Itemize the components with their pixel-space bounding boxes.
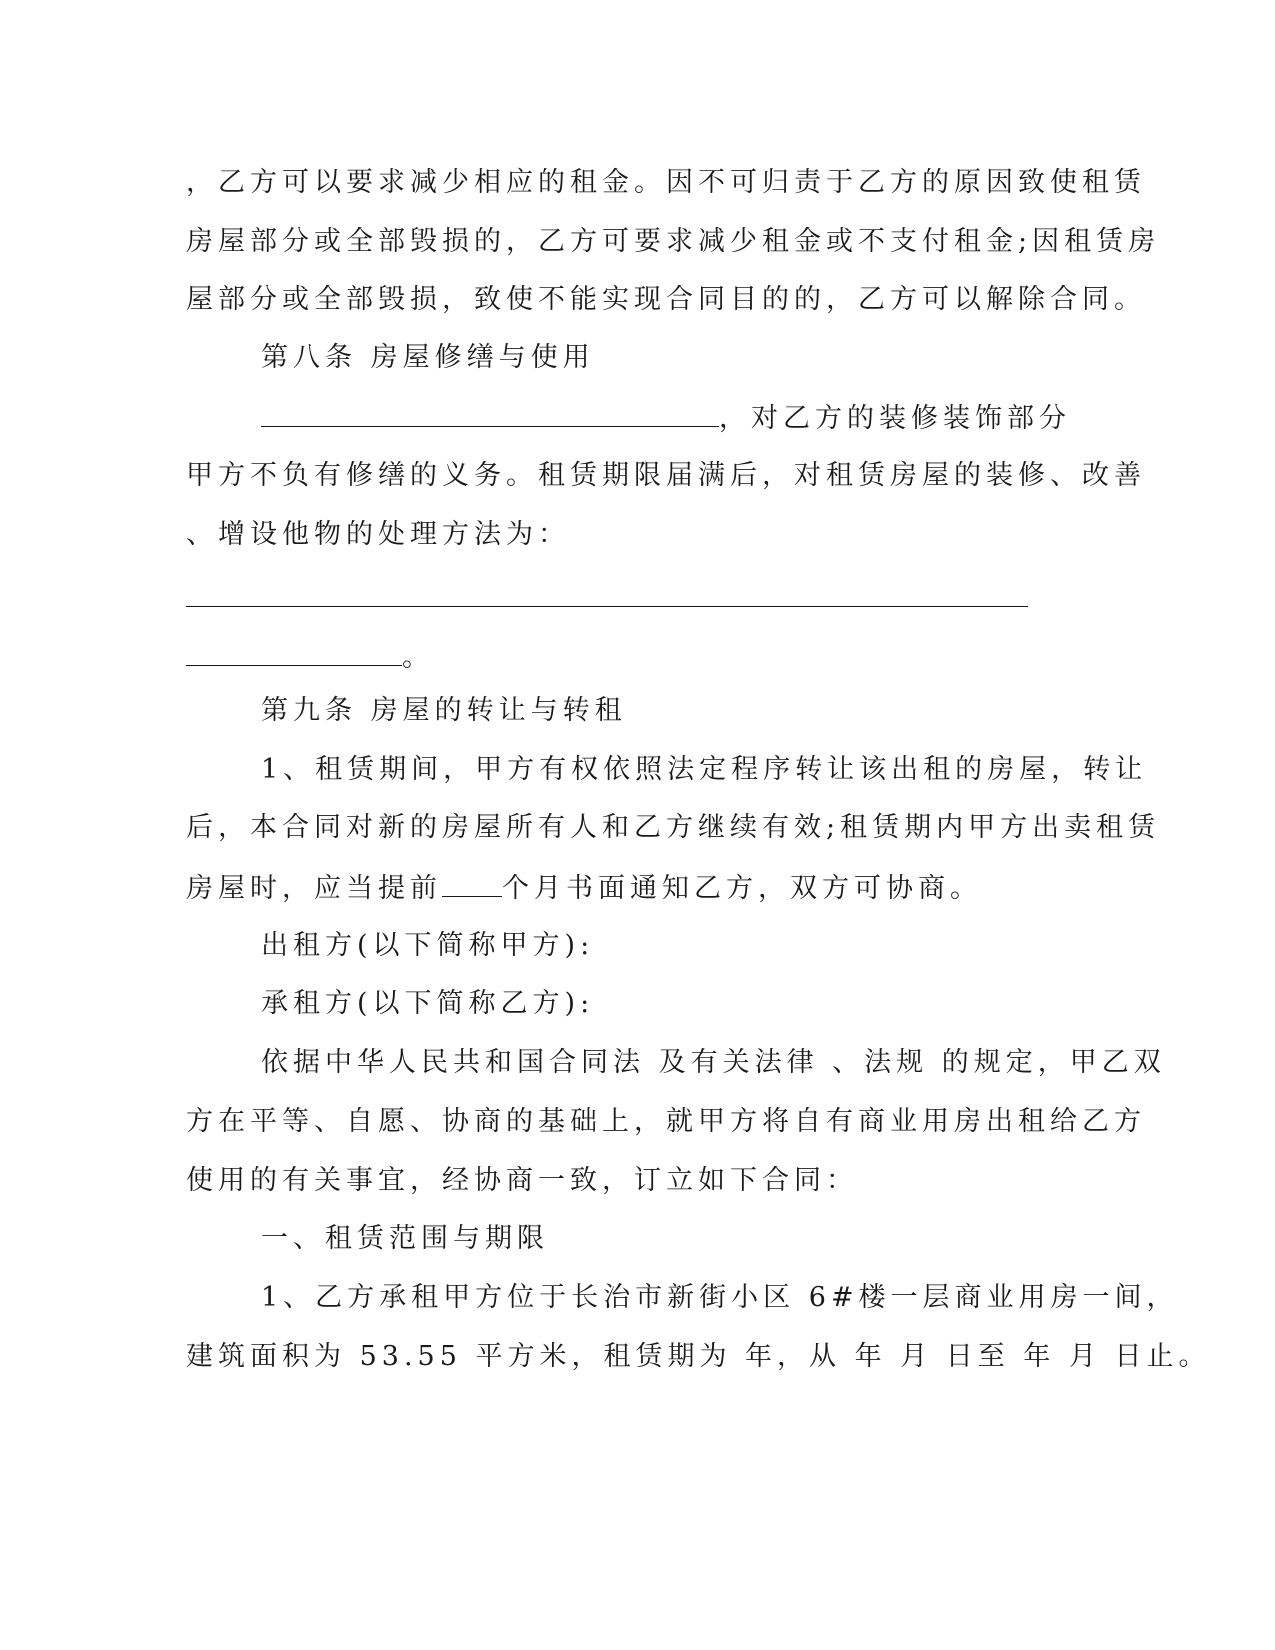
paragraph-line: 使用的有关事宜，经协商一致，订立如下合同：	[186, 1165, 858, 1196]
fill-in-blank-long	[186, 580, 1028, 607]
paragraph-line	[186, 870, 982, 906]
paragraph-line: 甲方不负有修缮的义务。租赁期限届满后，对租赁房屋的装修、改善	[186, 460, 1146, 491]
paragraph-line: 建筑面积为 53.55 平方米，租赁期为 年，从 年 月 日至 年 月 日止。	[186, 1341, 1211, 1372]
line-text: 。	[402, 642, 434, 673]
paragraph-line: 1、乙方承租甲方位于长治市新街小区 6#楼一层商业用房一间，	[261, 1282, 1179, 1313]
paragraph-line: ，乙方可以要求减少相应的租金。因不可归责于乙方的原因致使租赁	[186, 167, 1146, 198]
paragraph-line: 房屋部分或全部毁损的，乙方可要求减少租金或不支付租金;因租赁房	[186, 226, 1161, 257]
line-text: ，对乙方的装修装饰部分	[719, 403, 1071, 434]
fill-in-blank	[186, 639, 402, 666]
line-text: 个月书面通知乙方，双方可协商。	[502, 873, 982, 904]
paragraph-line	[186, 580, 1028, 616]
fill-in-blank	[261, 400, 719, 427]
section-heading-9: 第九条 房屋的转让与转租	[261, 695, 627, 726]
lessor-label: 出租方(以下简称甲方):	[261, 930, 595, 961]
line-text: 房屋时，应当提前	[186, 873, 442, 904]
lessee-label: 承租方(以下简称乙方):	[261, 988, 595, 1019]
section-heading-8: 第八条 房屋修缮与使用	[261, 342, 595, 373]
paragraph-line	[261, 400, 1071, 436]
section-heading-1: 一、租赁范围与期限	[261, 1223, 549, 1254]
fill-in-blank	[442, 870, 502, 897]
paragraph-line: 依据中华人民共和国合同法 及有关法律 、法规 的规定，甲乙双	[261, 1047, 1166, 1078]
paragraph-line: 方在平等、自愿、协商的基础上，就甲方将自有商业用房出租给乙方	[186, 1106, 1146, 1137]
paragraph-line	[186, 639, 434, 675]
paragraph-line: 、增设他物的处理方法为：	[186, 519, 570, 550]
paragraph-line: 1、租赁期间，甲方有权依照法定程序转让该出租的房屋，转让	[261, 754, 1148, 785]
paragraph-line: 后，本合同对新的房屋所有人和乙方继续有效;租赁期内甲方出卖租赁	[186, 812, 1161, 843]
paragraph-line: 屋部分或全部毁损，致使不能实现合同目的的，乙方可以解除合同。	[186, 284, 1146, 315]
